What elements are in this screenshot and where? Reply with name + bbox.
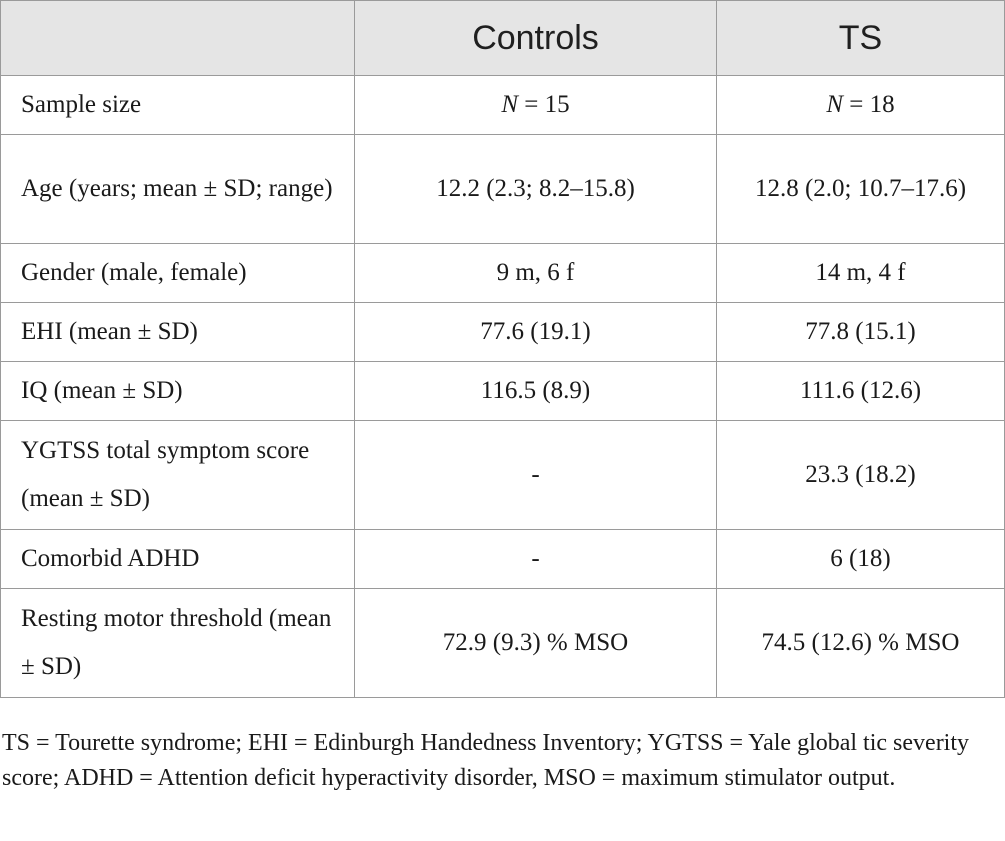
controls-value: 12.2 (2.3; 8.2–15.8) <box>355 135 717 244</box>
controls-value: 72.9 (9.3) % MSO <box>355 589 717 698</box>
header-ts: TS <box>717 1 1005 76</box>
controls-value: 9 m, 6 f <box>355 244 717 303</box>
table-row-ygtss <box>1 421 1005 530</box>
table-row-gender <box>1 244 1005 303</box>
controls-value: 77.6 (19.1) <box>355 303 717 362</box>
ts-value: 14 m, 4 f <box>717 244 1005 303</box>
controls-n-value: = 15 <box>518 91 570 118</box>
header-controls: Controls <box>355 1 717 76</box>
ts-value: 6 (18) <box>717 530 1005 589</box>
ts-value: 74.5 (12.6) % MSO <box>717 589 1005 698</box>
table-row-adhd <box>1 530 1005 589</box>
ts-n-value: = 18 <box>843 91 895 118</box>
controls-value: - <box>355 530 717 589</box>
controls-n-symbol: N <box>501 91 519 118</box>
header-row <box>1 1 1005 76</box>
table-row-iq <box>1 362 1005 421</box>
row-label: Age (years; mean ± SD; range) <box>1 135 355 244</box>
ts-value: 77.8 (15.1) <box>717 303 1005 362</box>
controls-value <box>355 76 717 135</box>
row-label: Resting motor threshold (mean ± SD) <box>1 589 355 698</box>
row-label: EHI (mean ± SD) <box>1 303 355 362</box>
table-row-age <box>1 135 1005 244</box>
table-header <box>1 1 1005 76</box>
table-row-ehi <box>1 303 1005 362</box>
header-empty <box>1 1 355 76</box>
ts-value: 12.8 (2.0; 10.7–17.6) <box>717 135 1005 244</box>
row-label: YGTSS total symptom score (mean ± SD) <box>1 421 355 530</box>
controls-value: - <box>355 421 717 530</box>
controls-value: 116.5 (8.9) <box>355 362 717 421</box>
ts-value <box>717 76 1005 135</box>
table-row-sample-size <box>1 76 1005 135</box>
ts-n-symbol: N <box>826 91 844 118</box>
table-row-rmt <box>1 589 1005 698</box>
row-label: IQ (mean ± SD) <box>1 362 355 421</box>
ts-value: 23.3 (18.2) <box>717 421 1005 530</box>
row-label: Gender (male, female) <box>1 244 355 303</box>
row-label: Comorbid ADHD <box>1 530 355 589</box>
ts-value: 111.6 (12.6) <box>717 362 1005 421</box>
row-label: Sample size <box>1 76 355 135</box>
table-footnote: TS = Tourette syndrome; EHI = Edinburgh Handedness Inventory; YGTSS = Yale global tic severity score; ADHD = Attention deficit hyperactivity disorder, MSO = maximum stimulator output. <box>2 730 970 791</box>
table-body <box>1 76 1005 698</box>
